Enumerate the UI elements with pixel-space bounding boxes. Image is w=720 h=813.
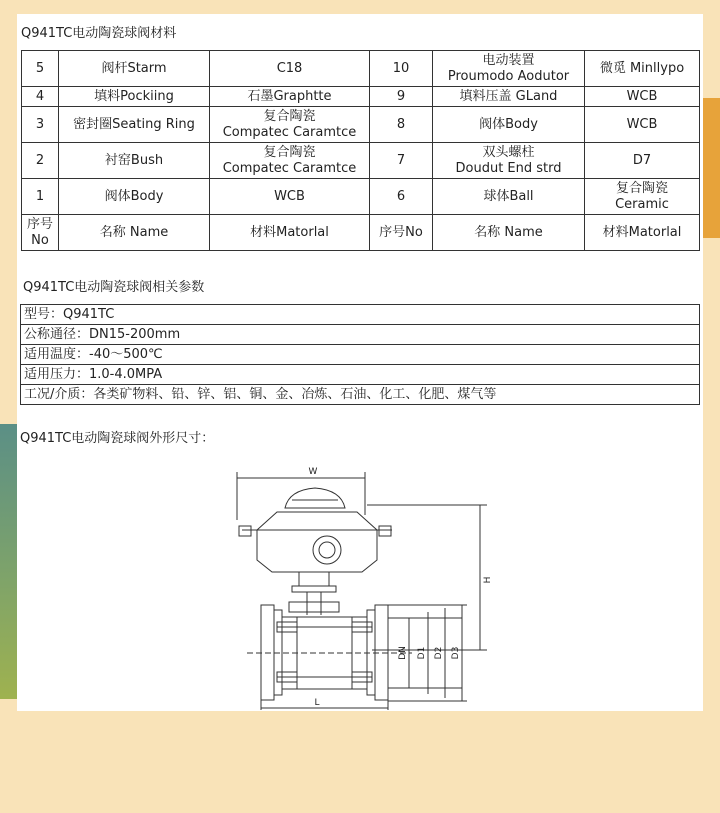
params-title: Q941TC电动陶瓷球阀相关参数 (23, 280, 205, 295)
materials-cell (22, 143, 59, 179)
cell-text: 填料Pockiing (94, 88, 174, 104)
materials-cell (59, 51, 210, 87)
cell-text: 序号No (379, 224, 423, 240)
cell-text: 球体Ball (483, 188, 534, 204)
params-cell: 适用压力：1.0-4.0MPA (21, 365, 700, 385)
materials-cell (22, 107, 59, 143)
materials-cell (370, 179, 433, 215)
dim-label-d3: D3 (451, 646, 461, 660)
cell-text: 8 (396, 116, 406, 132)
cell-text: 4 (35, 88, 45, 104)
materials-cell (585, 143, 700, 179)
materials-row (22, 51, 700, 87)
cell-text: 密封圈Seating Ring (73, 116, 195, 132)
params-row (21, 365, 700, 385)
params-row (21, 325, 700, 345)
cell-text: 填料压盖 GLand (459, 88, 558, 104)
cell-text: 9 (396, 88, 406, 104)
materials-cell (210, 143, 370, 179)
materials-cell (433, 179, 585, 215)
materials-row (22, 143, 700, 179)
materials-cell (433, 87, 585, 107)
dim-label-h: H (483, 576, 493, 584)
materials-cell (370, 107, 433, 143)
materials-row (22, 179, 700, 215)
dim-label-w: W (308, 467, 318, 477)
params-cell: 公称通径：DN15-200mm (21, 325, 700, 345)
materials-cell (433, 143, 585, 179)
cell-text: 微觅 Minllypo (599, 60, 685, 76)
materials-cell (59, 107, 210, 143)
params-table (20, 304, 700, 405)
cell-text: 衬窑Bush (104, 152, 164, 168)
materials-cell (585, 51, 700, 87)
dim-label-dn: DN (398, 646, 408, 660)
cell-subtext: Doudut End strd (455, 160, 562, 176)
cell-text: WCB (274, 188, 305, 204)
cell-text: 6 (396, 188, 406, 204)
materials-cell (59, 179, 210, 215)
cell-text: C18 (276, 60, 303, 76)
cell-text: 阀体Body (479, 116, 538, 132)
cell-text: 电动装置 (482, 52, 535, 68)
dim-label-l: L (314, 698, 320, 708)
materials-cell (210, 107, 370, 143)
materials-cell (370, 143, 433, 179)
params-cell: 适用温度：-40～500℃ (21, 345, 700, 365)
materials-cell (370, 51, 433, 87)
cell-subtext: Compatec Caramtce (222, 124, 357, 140)
materials-cell (585, 107, 700, 143)
cell-text: 2 (35, 152, 45, 168)
cell-text: 7 (396, 152, 406, 168)
cell-text: 名称 Name (474, 224, 543, 240)
params-row (21, 385, 700, 405)
materials-cell (59, 143, 210, 179)
materials-row (22, 87, 700, 107)
materials-cell (585, 215, 700, 251)
materials-cell (59, 87, 210, 107)
dimensions-title: Q941TC电动陶瓷球阀外形尺寸： (20, 431, 215, 446)
cell-text: 材料Matorlal (602, 224, 682, 240)
cell-text: WCB (626, 88, 658, 104)
cell-text: 复合陶瓷 (615, 180, 668, 196)
side-accent-orange (703, 98, 720, 238)
params-row (21, 305, 700, 325)
materials-cell (433, 51, 585, 87)
cell-text: D7 (632, 152, 652, 168)
cell-subtext: Ceramic (615, 196, 669, 212)
cell-text: 材料Matorlal (250, 224, 329, 240)
dim-label-d1: D1 (417, 646, 427, 660)
materials-cell (22, 179, 59, 215)
materials-cell (370, 87, 433, 107)
cell-subtext: Compatec Caramtce (222, 160, 357, 176)
params-row (21, 345, 700, 365)
cell-text: 1 (35, 188, 45, 204)
cell-subtext: Proumodo Aodutor (447, 68, 570, 84)
materials-cell (59, 215, 210, 251)
materials-row (22, 215, 700, 251)
valve-dimension-drawing (217, 460, 517, 710)
cell-text: 名称 Name (99, 224, 169, 240)
cell-text: 双头螺柱 (482, 144, 535, 160)
materials-cell (585, 179, 700, 215)
cell-text: 10 (392, 60, 410, 76)
cell-text: 复合陶瓷 (263, 108, 316, 124)
materials-cell (22, 215, 59, 251)
cell-text: WCB (626, 116, 658, 132)
cell-text: 复合陶瓷 (263, 144, 316, 160)
params-cell: 型号：Q941TC (21, 305, 700, 325)
materials-cell (585, 87, 700, 107)
materials-title: Q941TC电动陶瓷球阀材料 (21, 26, 177, 41)
materials-cell (22, 51, 59, 87)
cell-text: 序号 (26, 216, 53, 232)
side-accent-teal (0, 424, 17, 699)
cell-text: 阀杆Starm (101, 60, 167, 76)
materials-cell (370, 215, 433, 251)
materials-cell (210, 51, 370, 87)
params-cell: 工况/介质：各类矿物料、铅、锌、铝、铜、金、冶炼、石油、化工、化肥、煤气等 (21, 385, 700, 405)
materials-cell (433, 107, 585, 143)
materials-cell (210, 179, 370, 215)
materials-cell (210, 215, 370, 251)
content-panel (17, 14, 703, 711)
materials-cell (433, 215, 585, 251)
dim-label-d2: D2 (434, 646, 444, 660)
materials-row (22, 107, 700, 143)
cell-text: 3 (35, 116, 45, 132)
materials-cell (22, 87, 59, 107)
materials-cell (210, 87, 370, 107)
cell-text: 石墨Graphtte (247, 88, 332, 104)
materials-table (21, 50, 700, 251)
cell-subtext: No (31, 232, 49, 248)
cell-text: 阀体Body (104, 188, 164, 204)
cell-text: 5 (35, 60, 45, 76)
